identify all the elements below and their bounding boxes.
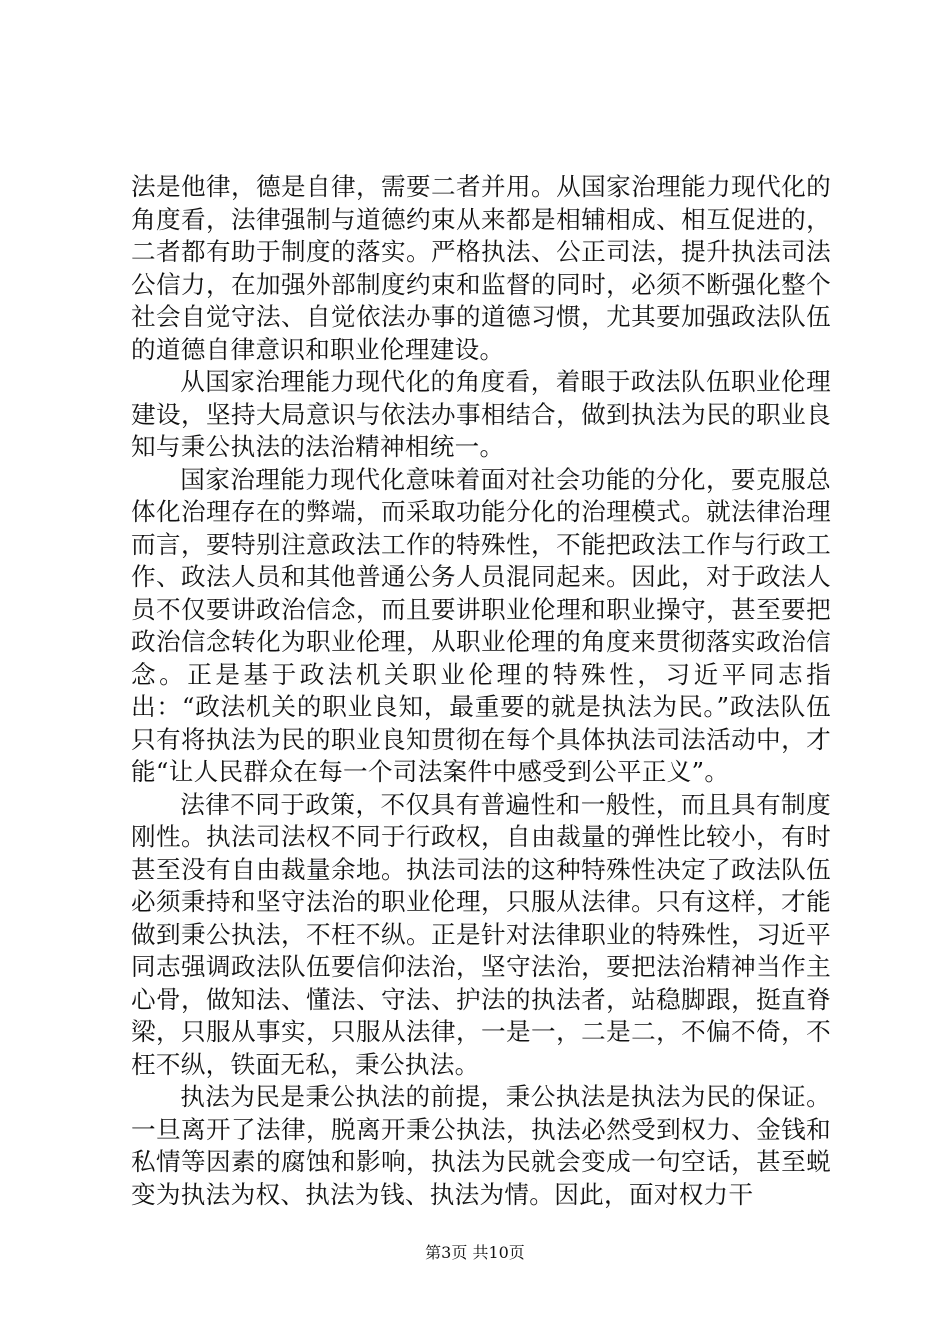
page-number-footer: 第3页 共10页 bbox=[425, 1243, 525, 1262]
paragraph-5: 执法为民是秉公执法的前提，秉公执法是执法为民的保证。一旦离开了法律，脱离开秉公执法，执法必然受到权力、金钱和私情等因素的腐蚀和影响，执法为民就会变成一句空话，甚至蜕变为执法为权、执法为钱、执法为情。因此，面对权力干 bbox=[131, 1082, 831, 1209]
document-body bbox=[131, 171, 831, 1211]
paragraph-2: 从国家治理能力现代化的角度看，着眼于政法队伍职业伦理建设，坚持大局意识与依法办事相结合，做到执法为民的职业良知与秉公执法的法治精神相统一。 bbox=[131, 367, 831, 461]
paragraph-3: 国家治理能力现代化意味着面对社会功能的分化，要克服总体化治理存在的弊端，而采取功能分化的治理模式。就法律治理而言，要特别注意政法工作的特殊性，不能把政法工作与行政工作、政法人员和其他普通公务人员混同起来。因此，对于政法人员不仅要讲政治信念，而且要讲职业伦理和职业操守，甚至要把政治信念转化为职业伦理，从职业伦理的角度来贯彻落实政治信念。正是基于政法机关职业伦理的特殊性，习近平同志指出：“政法机关的职业良知，最重要的就是执法为民。”政法队伍只有将执法为民的职业良知贯彻在每个具体执法司法活动中，才能“让人民群众在每一个司法案件中感受到公平正义”。 bbox=[131, 464, 831, 786]
paragraph-4: 法律不同于政策，不仅具有普遍性和一般性，而且具有制度刚性。执法司法权不同于行政权，自由裁量的弹性比较小，有时甚至没有自由裁量余地。执法司法的这种特殊性决定了政法队伍必须秉持和坚守法治的职业伦理，只服从法律。只有这样，才能做到秉公执法，不枉不纵。正是针对法律职业的特殊性，习近平同志强调政法队伍要信仰法治，坚守法治，要把法治精神当作主心骨，做知法、懂法、守法、护法的执法者，站稳脚跟，挺直脊梁，只服从事实，只服从法律，一是一，二是二，不偏不倚，不枉不纵，铁面无私，秉公执法。 bbox=[131, 789, 831, 1079]
paragraph-1: 法是他律，德是自律，需要二者并用。从国家治理能力现代化的角度看，法律强制与道德约束从来都是相辅相成、相互促进的，二者都有助于制度的落实。严格执法、公正司法，提升执法司法公信力，在加强外部制度约束和监督的同时，必须不断强化整个社会自觉守法、自觉依法办事的道德习惯，尤其要加强政法队伍的道德自律意识和职业伦理建设。 bbox=[131, 172, 831, 364]
